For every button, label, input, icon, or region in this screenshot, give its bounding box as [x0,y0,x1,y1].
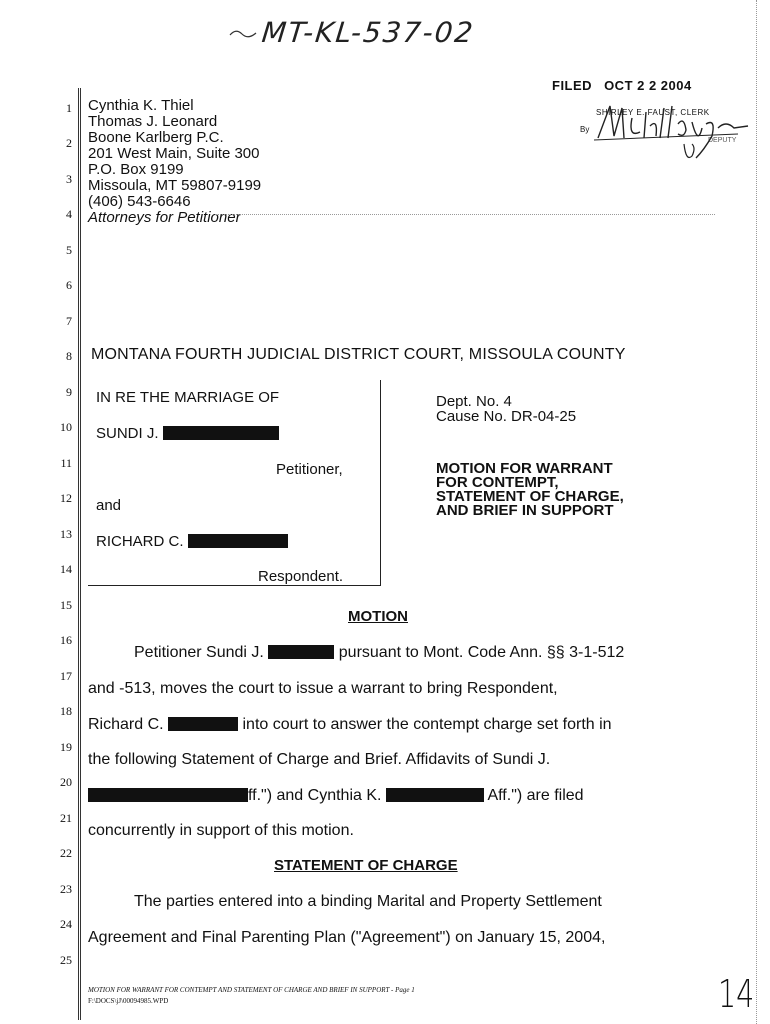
pleading-left-rule [78,88,81,1020]
line-number: 10 [60,420,72,434]
line-number: 2 [66,136,72,150]
respondent-name: RICHARD C. [96,533,184,550]
attorney-line: 201 West Main, Suite 300 [88,145,260,162]
line-number: 11 [60,456,72,470]
attorney-line: Boone Karlberg P.C. [88,129,224,146]
line-number: 8 [66,349,72,363]
line-number: 14 [60,562,72,576]
line-number: 17 [60,669,72,683]
caption-and: and [96,497,122,514]
line-number: 16 [60,633,72,647]
body-line-20 [88,787,584,805]
section-heading-motion: MOTION [348,608,408,625]
line-number: 24 [60,917,72,931]
line-number: 13 [60,527,72,541]
line-number: 1 [66,101,72,115]
deputy-label: DEPUTY [708,137,737,144]
dept-number: Dept. No. 4 [436,393,512,410]
motion-title-line: AND BRIEF IN SUPPORT [436,502,614,519]
redaction-bar [168,717,238,731]
attorney-line: Cynthia K. Thiel [88,97,194,114]
caption-petitioner [96,425,279,442]
clerk-name: SHIRLEY E. FAUST, CLERK [596,108,710,117]
attorney-line: P.O. Box 9199 [88,161,184,178]
by-label: By [580,125,590,134]
handwritten-case-number: MT-KL-537-02 [260,16,477,49]
attorney-phone: (406) 543-6646 [88,193,191,210]
page-footer [88,985,415,1007]
body-line-23: The parties entered into a binding Marital and Property Settlement [134,893,602,910]
line-number: 3 [66,172,72,186]
motion-title-line: MOTION FOR WARRANT [436,460,613,477]
line-number: 7 [66,314,72,328]
handwritten-page-mark: 14 [718,972,755,1016]
filed-date: OCT 2 2 2004 [604,78,692,93]
body-text: Richard C. [88,716,164,733]
line-number: 6 [66,278,72,292]
body-text: into court to answer the contempt charge set forth in [242,716,612,733]
redaction-bar [88,788,248,802]
case-numbers [436,394,576,424]
caption-box [88,380,381,586]
caption-in-re: IN RE THE MARRIAGE OF [96,389,280,406]
deputy-signature [588,98,758,168]
line-number: 9 [66,385,72,399]
scan-artifact-line [215,214,715,215]
redaction-bar [163,426,279,440]
petitioner-label: Petitioner, [276,461,343,478]
line-number: 23 [60,882,72,896]
line-number: 5 [66,243,72,257]
line-number: 22 [60,846,72,860]
attorney-line: Thomas J. Leonard [88,113,218,130]
redaction-bar [386,788,484,802]
body-line-21: concurrently in support of this motion. [88,822,354,839]
body-line-24: Agreement and Final Parenting Plan ("Agreement") on January 15, 2004, [88,929,606,946]
filed-stamp [552,78,704,93]
redaction-bar [268,645,334,659]
pleading-right-rule [756,0,757,1024]
motion-title-line: STATEMENT OF CHARGE, [436,488,624,505]
attorney-block [88,98,261,226]
petitioner-name: SUNDI J. [96,425,159,442]
filed-label: FILED [552,78,593,93]
court-title: MONTANA FOURTH JUDICIAL DISTRICT COURT, MISSOULA COUNTY [91,346,626,363]
scribble-mark [228,26,258,40]
caption-respondent [96,533,288,550]
cause-number: Cause No. DR-04-25 [436,408,577,425]
section-heading-charge: STATEMENT OF CHARGE [274,857,458,874]
body-line-19: the following Statement of Charge and Brief. Affidavits of Sundi J. [88,751,551,768]
line-number: 20 [60,775,72,789]
line-number: 21 [60,811,72,825]
body-text: pursuant to Mont. Code Ann. §§ 3-1-512 [338,644,625,661]
line-number: 15 [60,598,72,612]
body-text: Aff.") are filed [487,787,584,804]
line-number: 4 [66,207,72,221]
footer-caption: MOTION FOR WARRANT FOR CONTEMPT AND STATEMENT OF CHARGE AND BRIEF IN SUPPORT - Page 1 [88,986,415,994]
body-text: Petitioner Sundi J. [134,644,264,661]
line-number: 19 [60,740,72,754]
body-text: ff.") and Cynthia K. [248,787,382,804]
line-number: 12 [60,491,72,505]
redaction-bar [188,534,288,548]
attorney-line: Missoula, MT 59807-9199 [88,177,262,194]
line-number: 25 [60,953,72,967]
motion-title-line: FOR CONTEMPT, [436,474,559,491]
footer-file-path: F:\DOCS\jJ\00094985.WPD [88,997,169,1005]
respondent-label: Respondent. [258,568,344,585]
body-line-17: and -513, moves the court to issue a warrant to bring Respondent, [88,680,558,697]
body-line-16 [134,644,624,662]
body-line-18 [88,716,612,734]
attorney-role: Attorneys for Petitioner [88,209,241,226]
line-number: 18 [60,704,72,718]
motion-title [436,462,624,518]
